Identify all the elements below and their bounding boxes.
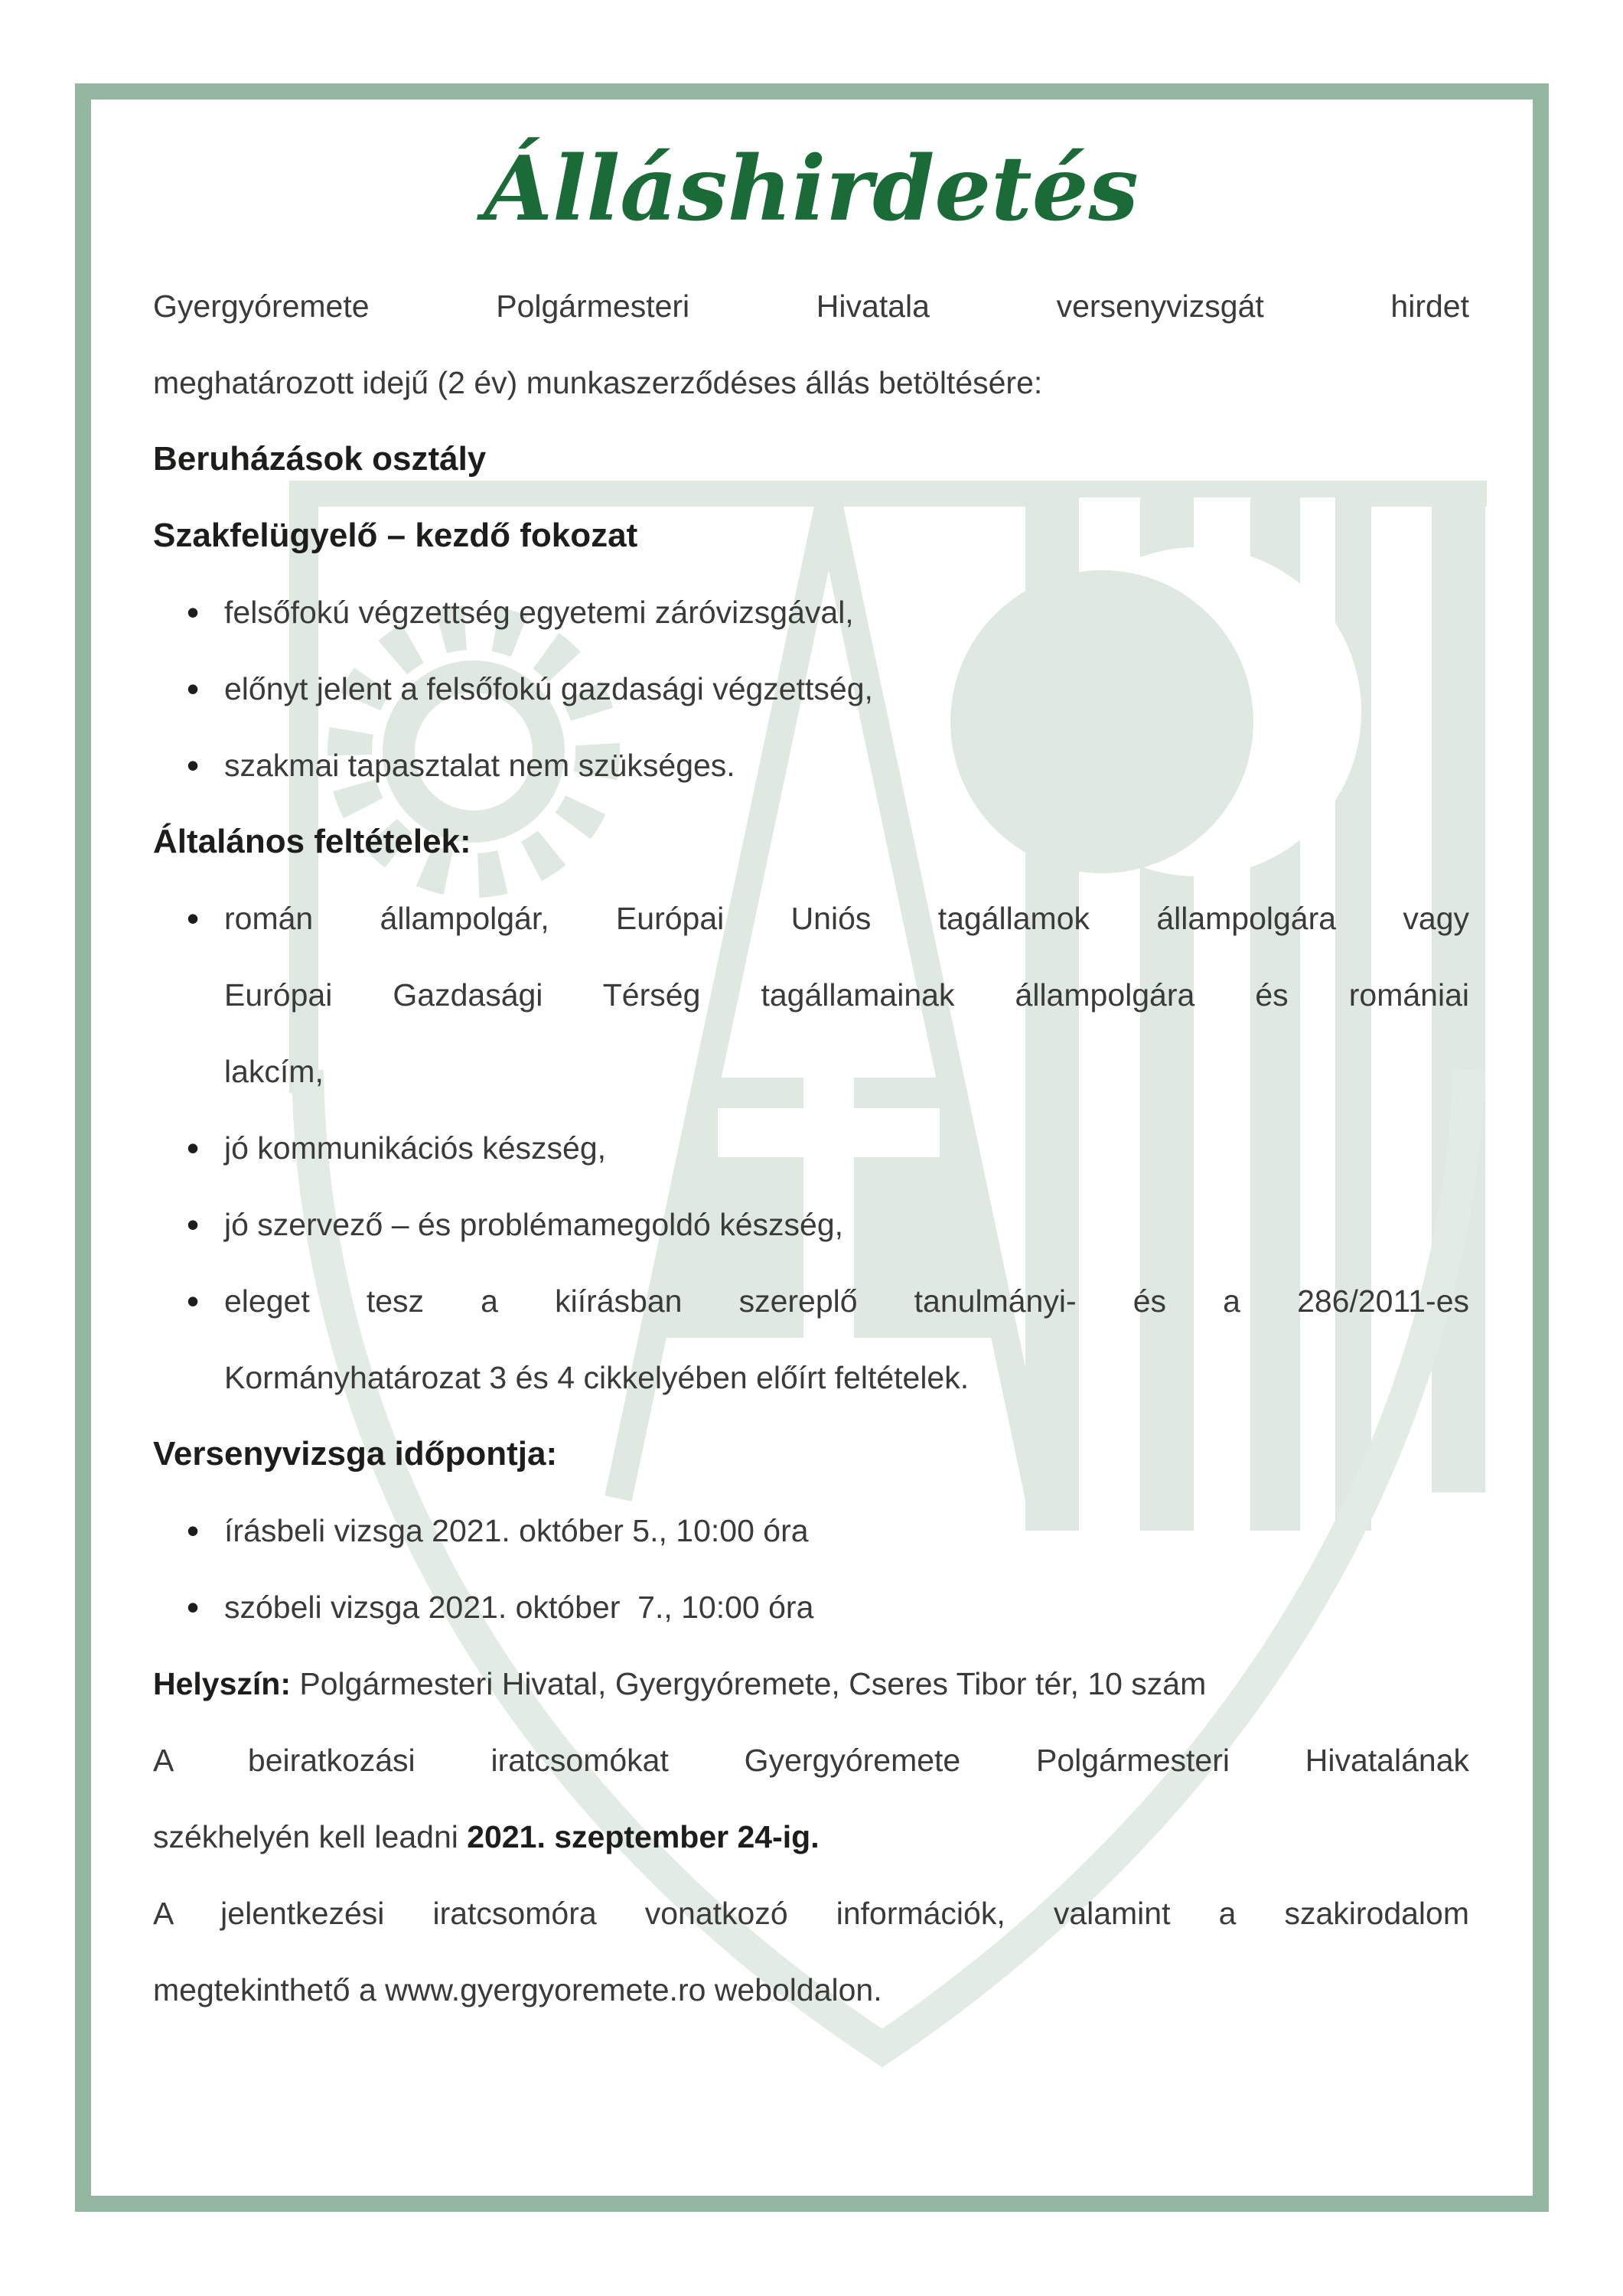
general-item-line: lakcím, [224,1054,324,1089]
requirements-list [153,574,1469,804]
general-item-line: • eleget tesz a kiírásban szereplő tanulmányi- és a 286/2011-es [224,1283,1469,1319]
intro-paragraph [153,268,1469,421]
requirement-item: • előnyt jelent a felsőfokú gazdasági végzettség, [153,651,1469,727]
general-condition-item: • jó kommunikációs készség, [153,1110,1469,1186]
location-text: Polgármesteri Hivatal, Gyergyóremete, Cseres Tibor tér, 10 szám [291,1666,1207,1701]
document-title: Álláshirdetés [484,137,1139,241]
submission-line-2 [153,1799,1469,1875]
heading-position: Szakfelügyelő – kezdő fokozat [153,517,638,554]
submission-deadline: 2021. szeptember 24-ig. [467,1819,820,1854]
requirement-item: • szakmai tapasztalat nem szükséges. [153,727,1469,804]
general-condition-item: • jó szervező – és problémamegoldó készség, [153,1186,1469,1263]
location-label: Helyszín: [153,1666,291,1701]
general-item-line: Európai Gazdasági Térség tagállamainak állampolgára és romániai [224,977,1469,1013]
general-condition-item [153,880,1469,1110]
general-conditions-list [153,880,1469,1416]
info-paragraph [153,1875,1469,2028]
heading-exam-schedule: Versenyvizsga időpontja: [153,1435,558,1473]
exam-item: • szóbeli vizsga 2021. október 7., 10:00 óra [153,1569,1469,1645]
submission-paragraph [153,1722,1469,1875]
intro-line-2: meghatározott idejű (2 év) munkaszerződéses állás betöltésére: [153,365,1043,400]
info-line-1: A jelentkezési iratcsomóra vonatkozó információk, valamint a szakirodalom [153,1896,1469,1931]
location-paragraph [153,1645,1469,1722]
exam-item: • írásbeli vizsga 2021. október 5., 10:00 óra [153,1492,1469,1569]
general-condition-item [153,1263,1469,1416]
requirement-item: • felsőfokú végzettség egyetemi záróvizsgával, [153,574,1469,651]
document-content [153,0,1469,2028]
info-line-2: megtekinthető a www.gyergyoremete.ro weboldalon. [153,1972,882,2007]
general-item-line: Kormányhatározat 3 és 4 cikkelyében előírt feltételek. [224,1360,970,1395]
exam-schedule-list [153,1492,1469,1645]
heading-department: Beruházások osztály [153,440,487,478]
submission-text: székhelyén kell leadni [153,1819,468,1854]
intro-line-1: Gyergyóremete Polgármesteri Hivatala versenyvizsgát hirdet [153,289,1469,324]
general-item-line: • román állampolgár, Európai Uniós tagállamok állampolgára vagy [224,901,1469,936]
submission-line-1: A beiratkozási iratcsomókat Gyergyóremete Polgármesteri Hivatalának [153,1743,1469,1778]
heading-general-conditions: Általános feltételek: [153,823,471,860]
